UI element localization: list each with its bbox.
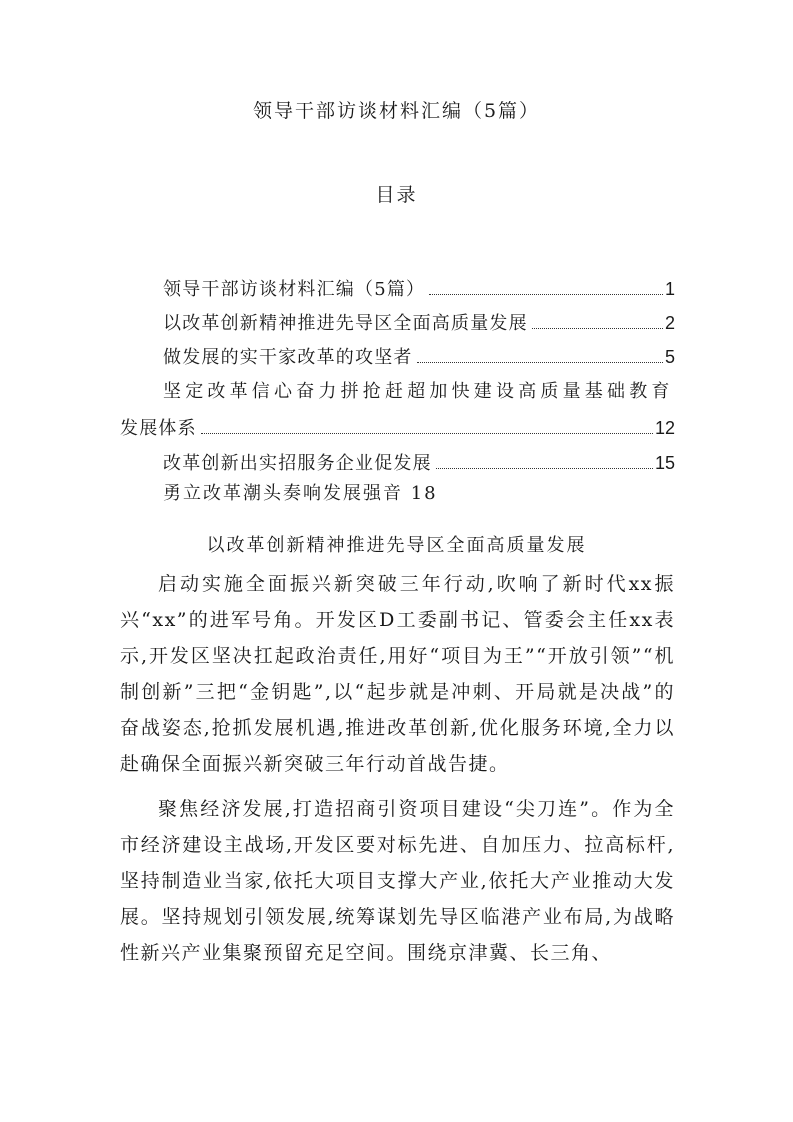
- toc-leader-dots: [429, 294, 663, 295]
- toc-page-number: 1: [664, 279, 675, 299]
- paragraph: 聚焦经济发展,打造招商引资项目建设“尖刀连”。作为全市经济建设主战场,开发区要对标先进、自加压力、拉高标杆,坚持制造业当家,依托大项目支撑大产业,依托大产业推动大发展。坚持规划引领发展,统筹谋划先导区临港产业布局,为战略性新兴产业集聚预留充足空间。围绕京津冀、长三角、: [120, 798, 675, 964]
- document-title: 领导干部访谈材料汇编（5篇）: [252, 100, 541, 122]
- toc-entry[interactable]: [120, 446, 675, 480]
- toc-entry-title: 领导干部访谈材料汇编（5篇）: [163, 279, 426, 300]
- toc-leader-dots: [532, 328, 663, 329]
- toc-entry-title: 以改革创新精神推进先导区全面高质量发展: [163, 313, 528, 334]
- paragraph: 启动实施全面振兴新突破三年行动,吹响了新时代xx振兴“xx”的进军号角。开发区D工委副书记、管委会主任xx表示,开发区坚决扛起政治责任,用好“项目为王”“开放引领”“机制创新”三把“金钥匙”,以“起步就是冲刺、开局就是决战”的奋战姿态,抢抓发展机遇,推进改革创新,优化服务环境,全力以赴确保全面振兴新突破三年行动首战告捷。: [120, 573, 675, 775]
- section-title: 以改革创新精神推进先导区全面高质量发展: [206, 535, 587, 556]
- toc-heading: 目录: [375, 184, 418, 206]
- toc-entry-title-line2: 发展体系: [120, 418, 197, 439]
- toc-entry-title: 改革创新出实招服务企业促发展: [163, 453, 432, 474]
- toc-page-number: 15: [654, 453, 675, 473]
- toc-entry[interactable]: [120, 306, 675, 340]
- body-text: [120, 566, 675, 971]
- table-of-contents: [120, 272, 675, 508]
- toc-page-number: 5: [664, 347, 675, 367]
- toc-leader-dots: [436, 468, 653, 469]
- toc-entry-title: 做发展的实干家改革的攻坚者: [163, 347, 413, 368]
- toc-entry[interactable]: [120, 374, 675, 446]
- toc-entry-title-line1: 坚定改革信心奋力拼抢赶超加快建设高质量基础教育: [163, 381, 674, 402]
- toc-entry-title: 勇立改革潮头奏响发展强音 18: [163, 483, 438, 504]
- toc-page-number: 2: [664, 313, 675, 333]
- toc-entry[interactable]: [120, 272, 675, 306]
- toc-entry[interactable]: [120, 340, 675, 374]
- toc-page-number: 12: [654, 418, 675, 438]
- toc-leader-dots: [201, 433, 653, 434]
- toc-leader-dots: [417, 362, 663, 363]
- toc-entry[interactable]: [120, 480, 675, 508]
